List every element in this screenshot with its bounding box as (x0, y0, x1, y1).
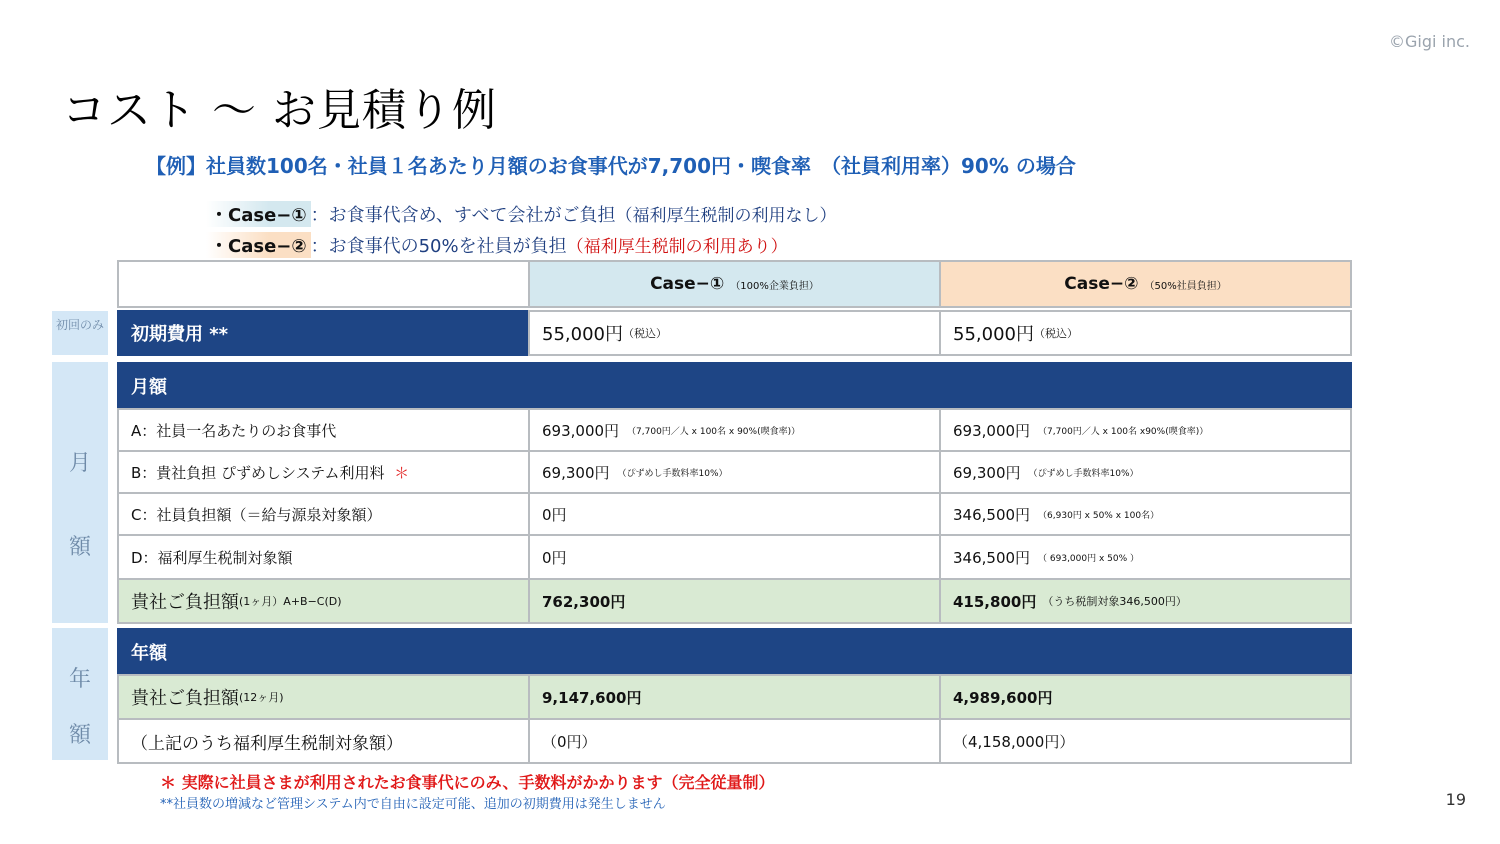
monthly-total-label-note: (1ヶ月）A+B−C(D) (239, 595, 342, 608)
header-case-1-label: Case−① (650, 274, 725, 294)
monthly-total-case-2-note: （うち税制対象346,500円） (1042, 595, 1187, 608)
initial-cost-case-1-note: （税込） (622, 327, 667, 340)
initial-cost-case-2-value: 55,000円 (953, 324, 1034, 345)
case-2-tag: ・Case−② (206, 232, 311, 258)
row-c-case-1-value: 0円 (542, 505, 567, 524)
case-2-text: ：お食事代の50%を社員が負担 (310, 236, 567, 257)
monthly-total-case-1-value: 762,300円 (542, 592, 626, 611)
footnote-fee: ＊ 実際に社員さまが利用されたお食事代にのみ、手数料がかかります（完全従量制） (160, 773, 775, 792)
row-a-case-1 (528, 408, 941, 452)
row-b-case-1-note: （ぴずめし手数料率10%） (617, 468, 728, 479)
row-c-case-2-value: 346,500円 (953, 505, 1031, 524)
copyright: ©Gigi inc. (1389, 32, 1470, 51)
yearly-tax-case-1-value: （0円） (542, 732, 597, 751)
yearly-tax-label (117, 718, 530, 764)
table-header-blank (117, 260, 530, 308)
row-b-case-1 (528, 450, 941, 494)
case-2-note: （福利厚生税制の利用あり） (566, 237, 788, 257)
row-b-case-2-note: （ぴずめし手数料率10%） (1028, 468, 1139, 479)
yearly-total-label (117, 674, 530, 720)
monthly-total-case-1 (528, 578, 941, 624)
row-a-case-2-note: （7,700円／人 x 100名 x90%(喫食率)） (1038, 426, 1209, 437)
initial-cost-label: 初期費用 ** (117, 310, 530, 356)
initial-cost-case-2-note: （税込） (1033, 327, 1078, 340)
monthly-total-label-text: 貴社ご負担額 (131, 592, 239, 613)
row-b-label (117, 450, 530, 494)
row-c-label-text: C：社員負担額（＝給与源泉対象額） (131, 505, 382, 524)
row-b-case-2-value: 69,300円 (953, 463, 1021, 482)
monthly-total-case-2-value: 415,800円 (953, 592, 1037, 611)
table-header-case-2 (939, 260, 1352, 308)
row-d-label (117, 534, 530, 580)
side-label-yearly-2: 額 (68, 723, 91, 748)
row-a-label (117, 408, 530, 452)
row-d-case-1 (528, 534, 941, 580)
row-c-case-2 (939, 492, 1352, 536)
case-1-note: （福利厚生税制の利用なし） (615, 206, 837, 226)
yearly-total-case-2-value: 4,989,600円 (953, 688, 1053, 707)
header-case-2-note: （50%社員負担） (1144, 280, 1227, 292)
example-subtitle: 【例】社員数100名・社員１名あたり月額のお食事代が7,700円・喫食率 （社員利用率）90% の場合 (146, 154, 1076, 178)
row-c-case-2-note: （6,930円 x 50% x 100名） (1038, 510, 1160, 521)
initial-cost-case-1 (528, 310, 941, 356)
initial-cost-case-1-value: 55,000円 (542, 324, 623, 345)
side-label-initial: 初回のみ (52, 311, 108, 355)
row-d-case-2 (939, 534, 1352, 580)
yearly-tax-label-text: （上記のうち福利厚生税制対象額） (131, 733, 403, 754)
initial-cost-case-2 (939, 310, 1352, 356)
side-label-monthly (52, 362, 108, 623)
case-1-line (206, 201, 837, 227)
row-a-case-2 (939, 408, 1352, 452)
yearly-total-case-1 (528, 674, 941, 720)
yearly-total-case-2 (939, 674, 1352, 720)
row-d-label-text: D：福利厚生税制対象額 (131, 548, 293, 567)
row-a-case-2-value: 693,000円 (953, 421, 1031, 440)
page-title: コスト 〜 お見積り例 (62, 85, 497, 136)
case-2-line (206, 232, 788, 258)
row-a-case-1-value: 693,000円 (542, 421, 620, 440)
header-case-2-label: Case−② (1064, 274, 1139, 294)
row-c-label (117, 492, 530, 536)
side-label-yearly (52, 628, 108, 760)
row-b-label-text: B：貴社負担 ぴずめしシステム利用料 (131, 463, 385, 482)
row-c-case-1 (528, 492, 941, 536)
case-1-tag: ・Case−① (206, 201, 311, 227)
yearly-tax-case-2 (939, 718, 1352, 764)
yearly-section-header: 年額 (117, 628, 1352, 676)
table-header-case-1 (528, 260, 941, 308)
side-label-monthly-1: 月 (68, 451, 91, 476)
header-case-1-note: （100%企業負担） (730, 280, 819, 292)
monthly-total-label (117, 578, 530, 624)
yearly-total-label-note: (12ヶ月) (239, 691, 284, 704)
yearly-tax-case-1 (528, 718, 941, 764)
side-label-monthly-2: 額 (68, 535, 91, 560)
row-a-label-text: A：社員一名あたりのお食事代 (131, 421, 337, 440)
row-b-case-1-value: 69,300円 (542, 463, 610, 482)
monthly-section-header: 月額 (117, 362, 1352, 410)
row-a-case-1-note: （7,700円／人 x 100名 x 90%(喫食率)） (627, 426, 801, 437)
footnote-initial-cost: **社員数の増減など管理システム内で自由に設定可能、追加の初期費用は発生しません (160, 797, 666, 812)
yearly-total-case-1-value: 9,147,600円 (542, 688, 642, 707)
row-b-case-2 (939, 450, 1352, 494)
yearly-tax-case-2-value: （4,158,000円） (953, 732, 1075, 751)
page-number: 19 (1445, 790, 1466, 809)
monthly-total-case-2 (939, 578, 1352, 624)
row-d-case-2-value: 346,500円 (953, 548, 1031, 567)
row-d-case-1-value: 0円 (542, 548, 567, 567)
row-d-case-2-note: （ 693,000円 x 50% ） (1038, 553, 1140, 564)
row-b-asterisk: ＊ (394, 463, 410, 482)
case-1-text: ：お食事代含め、すべて会社がご負担 (310, 205, 616, 226)
side-label-yearly-1: 年 (68, 667, 91, 692)
yearly-total-label-text: 貴社ご負担額 (131, 688, 239, 709)
